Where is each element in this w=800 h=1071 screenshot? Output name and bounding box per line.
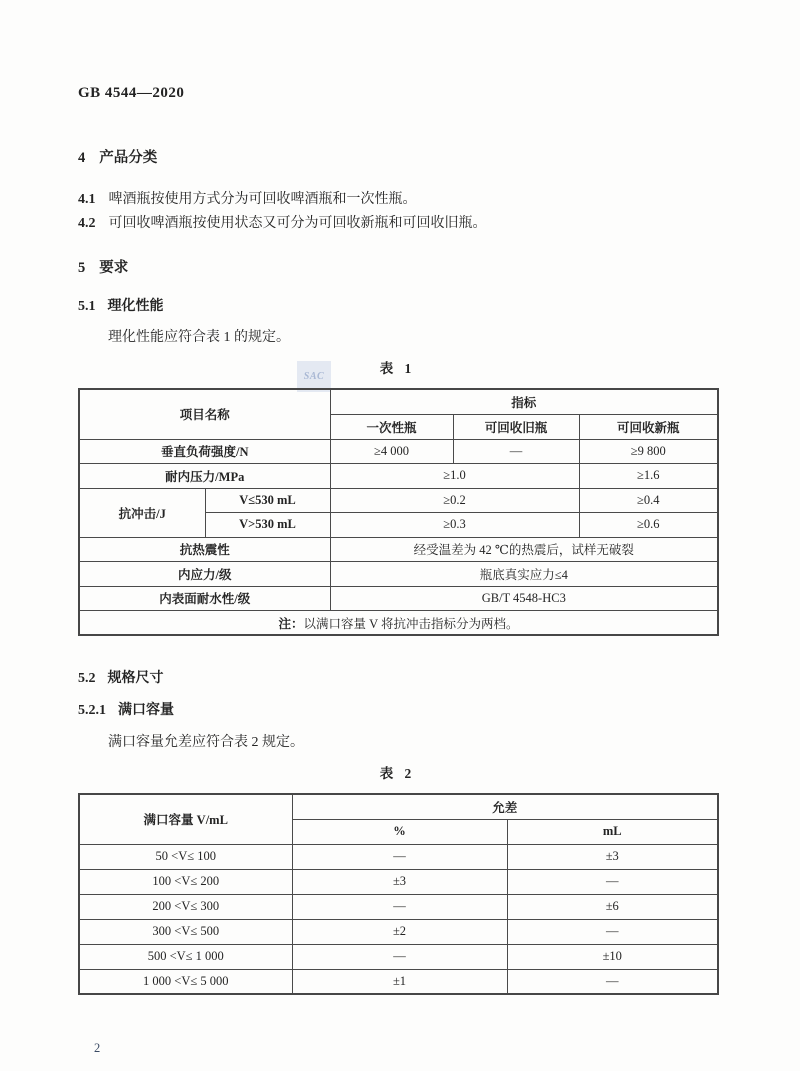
section-4-heading	[78, 146, 157, 167]
table-row	[79, 944, 718, 969]
table2-tolerance-header: 允差	[292, 794, 718, 819]
clause-4-2-text: 可回收啤酒瓶按使用状态又可分为可回收新瓶和可回收旧瓶。	[108, 216, 487, 231]
ml-cell: ±6	[507, 894, 718, 919]
table-1-physicochemical	[78, 388, 719, 636]
percent-cell: —	[292, 894, 507, 919]
vertical-load-disposable: ≥4 000	[330, 439, 453, 464]
row-impact-label: 抗冲击/J	[79, 488, 205, 537]
range-cell: 1 000 <V≤ 5 000	[79, 969, 292, 994]
ml-cell: —	[507, 919, 718, 944]
table1-index-header: 指标	[330, 389, 718, 414]
ml-cell: —	[507, 969, 718, 994]
clause-5-1-text: 理化性能应符合表 1 的规定。	[108, 330, 290, 345]
table2-unit-ml: mL	[507, 819, 718, 844]
clause-4-2-number: 4.2	[78, 216, 96, 231]
row-vertical-load-label: 垂直负荷强度/N	[79, 439, 330, 464]
range-cell: 50 <V≤ 100	[79, 844, 292, 869]
clause-4-1	[78, 188, 417, 208]
row-internal-stress-label: 内应力/级	[79, 562, 330, 587]
row-pressure-label: 耐内压力/MPa	[79, 464, 330, 489]
water-resistance-value: GB/T 4548-HC3	[330, 586, 718, 611]
section-5-1-number: 5.1	[78, 299, 96, 314]
table-row	[79, 969, 718, 994]
table-2-capacity-tolerance	[78, 793, 719, 995]
table2-capacity-header: 满口容量 V/mL	[79, 794, 292, 844]
table1-note-text: 以满口容量 V 将抗冲击指标分为两档。	[303, 616, 519, 631]
vertical-load-returnable-old: —	[453, 439, 579, 464]
ml-cell: —	[507, 869, 718, 894]
section-5-2-1-number: 5.2.1	[78, 703, 106, 718]
range-cell: 200 <V≤ 300	[79, 894, 292, 919]
clause-4-2	[78, 212, 487, 232]
range-cell: 100 <V≤ 200	[79, 869, 292, 894]
section-5-heading	[78, 256, 128, 277]
section-4-title: 产品分类	[99, 150, 158, 166]
table-row	[79, 794, 718, 819]
table-row	[79, 894, 718, 919]
standard-number: GB 4544—2020	[78, 85, 185, 101]
percent-cell: —	[292, 844, 507, 869]
section-5-2-1-title: 满口容量	[118, 703, 174, 718]
row-water-resistance-label: 内表面耐水性/级	[79, 586, 330, 611]
pressure-merged-value: ≥1.0	[330, 464, 579, 489]
internal-stress-value: 瓶底真实应力≤4	[330, 562, 718, 587]
table-row	[79, 919, 718, 944]
section-5-2-heading	[78, 667, 164, 687]
range-cell: 500 <V≤ 1 000	[79, 944, 292, 969]
thermal-shock-value: 经受温差为 42 ℃的热震后，试样无破裂	[330, 537, 718, 562]
table-row	[79, 389, 718, 414]
clause-4-1-number: 4.1	[78, 192, 96, 207]
vertical-load-returnable-new: ≥9 800	[579, 439, 718, 464]
ml-cell: ±10	[507, 944, 718, 969]
table1-col-returnable-new: 可回收新瓶	[579, 414, 718, 439]
sac-watermark: SAC	[297, 361, 331, 392]
percent-cell: —	[292, 944, 507, 969]
table1-item-header: 项目名称	[79, 389, 330, 439]
table-row	[79, 439, 718, 464]
ml-cell: ±3	[507, 844, 718, 869]
section-4-number: 4	[78, 150, 86, 166]
impact-small-returnable-new: ≥0.4	[579, 488, 718, 513]
table-row	[79, 464, 718, 489]
section-5-1-heading	[78, 295, 164, 315]
table-row	[79, 562, 718, 587]
table-row	[79, 611, 718, 636]
table-2-caption: 表 2	[379, 766, 416, 781]
range-cell: 300 <V≤ 500	[79, 919, 292, 944]
section-5-2-title: 规格尺寸	[107, 671, 164, 686]
section-5-2-1-heading	[78, 699, 174, 719]
table1-col-returnable-old: 可回收旧瓶	[453, 414, 579, 439]
table-row	[79, 488, 718, 513]
table-row	[79, 844, 718, 869]
table2-unit-percent: %	[292, 819, 507, 844]
impact-large-condition: V>530 mL	[205, 513, 330, 538]
section-5-title: 要求	[99, 260, 129, 276]
percent-cell: ±3	[292, 869, 507, 894]
clause-4-1-text: 啤酒瓶按使用方式分为可回收啤酒瓶和一次性瓶。	[108, 192, 417, 207]
impact-small-condition: V≤530 mL	[205, 488, 330, 513]
clause-5-2-1-text: 满口容量允差应符合表 2 规定。	[108, 735, 304, 750]
table-row	[79, 869, 718, 894]
section-5-2-number: 5.2	[78, 671, 96, 686]
row-thermal-shock-label: 抗热震性	[79, 537, 330, 562]
percent-cell: ±1	[292, 969, 507, 994]
impact-large-returnable-new: ≥0.6	[579, 513, 718, 538]
impact-small-merged-value: ≥0.2	[330, 488, 579, 513]
impact-large-merged-value: ≥0.3	[330, 513, 579, 538]
table1-col-disposable: 一次性瓶	[330, 414, 453, 439]
section-5-1-title: 理化性能	[107, 299, 164, 314]
section-5-number: 5	[78, 260, 86, 276]
table-1-caption: 表 1	[379, 361, 416, 376]
pressure-returnable-new: ≥1.6	[579, 464, 718, 489]
table1-note-label: 注：	[278, 616, 304, 631]
percent-cell: ±2	[292, 919, 507, 944]
page-number: 2	[94, 1041, 101, 1055]
table-row	[79, 586, 718, 611]
table1-note	[79, 611, 718, 636]
table-row	[79, 537, 718, 562]
